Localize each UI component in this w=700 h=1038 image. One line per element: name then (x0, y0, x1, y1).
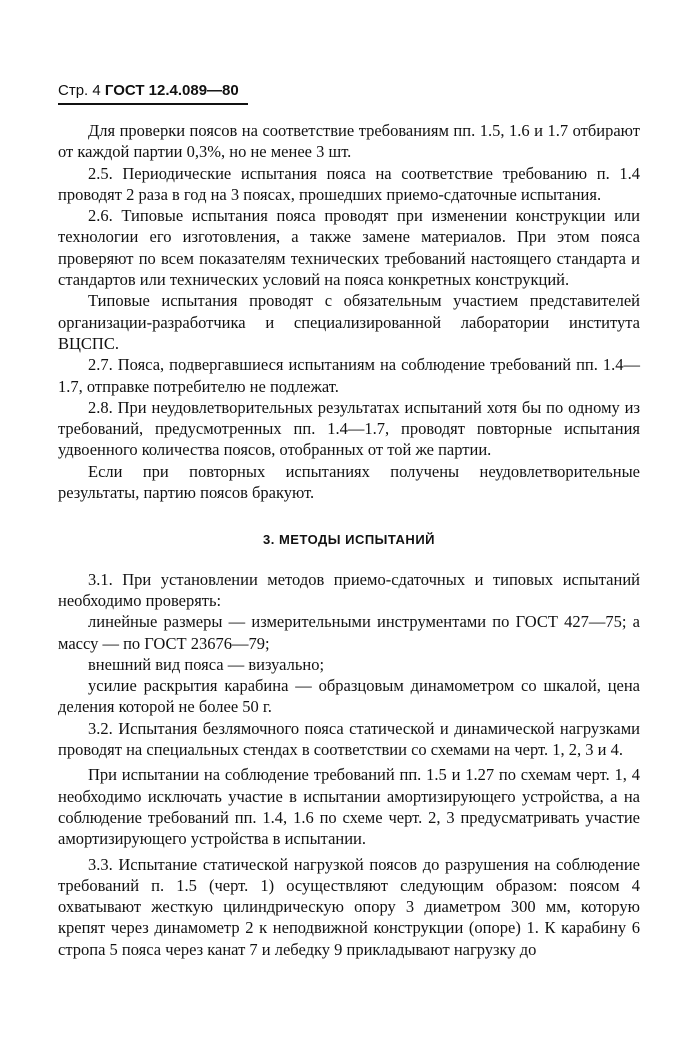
paragraph: 2.8. При неудовлетворительных результатах испытаний хотя бы по одному из требований, предусмотренных пп. 1.4—1.7, проводят повторные испытания удвоенного количества поясов, отобранных от той же партии. (58, 397, 640, 460)
paragraph: 3.3. Испытание статической нагрузкой поясов до разрушения на соблюдение требований п. 1.5 (черт. 1) осуществляют следующим образом: поясом 4 охватывают жесткую цилиндрическую опору 3 диаметром 300 мм, которую крепят через динамометр 2 к неподвижной конструкции (опоре) 1. К карабину 6 стропа 5 пояса через канат 7 и лебедку 9 прикладывают нагрузку до (58, 854, 640, 959)
header-rule (58, 103, 248, 105)
paragraph: 2.7. Пояса, подвергавшиеся испытаниям на соблюдение требований пп. 1.4—1.7, отправке потребителю не подлежат. (58, 355, 640, 396)
paragraph: 2.5. Периодические испытания пояса на соответствие требованию п. 1.4 проводят 2 раза в год на 3 поясах, прошедших приемо-сдаточные испытания. (58, 163, 640, 204)
section-heading: 3. МЕТОДЫ ИСПЫТАНИЙ (263, 532, 435, 548)
page-label: Стр. 4 (58, 82, 101, 99)
paragraph: внешний вид пояса — визуально; (88, 654, 325, 674)
paragraph: 3.1. При установлении методов приемо-сдаточных и типовых испытаний необходимо проверять: (58, 569, 640, 610)
document-body (58, 120, 640, 960)
paragraph: Для проверки поясов на соответствие требованиям пп. 1.5, 1.6 и 1.7 отбирают от каждой партии 0,3%, но не менее 3 шт. (58, 121, 640, 162)
paragraph: Если при повторных испытаниях получены неудовлетворительные результаты, партию поясов бракуют. (58, 461, 640, 503)
paragraph: 2.6. Типовые испытания пояса проводят при изменении конструкции или технологии его изготовления, а также замене материалов. При этом пояса проверяют по всем показателям технических требований настоящего стандарта и стандартов или технических условий на пояса конкретных конструкций. (58, 206, 640, 290)
standard-code: ГОСТ 12.4.089—80 (104, 82, 239, 99)
paragraph: линейные размеры — измерительными инструментами по ГОСТ 427—75; а массу — по ГОСТ 23676—79; (58, 612, 640, 653)
paragraph: усилие раскрытия карабина — образцовым динамометром со шкалой, цена деления которой не более 50 г. (58, 676, 640, 717)
paragraph: Типовые испытания проводят с обязательным участием представителей организации-разработчика и специализированной лаборатории института ВЦСПС. (58, 291, 640, 353)
paragraph: При испытании на соблюдение требований пп. 1.5 и 1.27 по схемам черт. 1, 4 необходимо исключать участие в испытании амортизирующего устройства, а на соблюдение требований пп. 1.4, 1.6 по схеме черт. 2, 3 предусматривать участие амортизирующего устройства в испытании. (58, 765, 640, 849)
page-header (58, 82, 239, 100)
paragraph: 3.2. Испытания безлямочного пояса статической и динамической нагрузками проводят на специальных стендах в соответствии со схемами на черт. 1, 2, 3 и 4. (58, 718, 640, 760)
